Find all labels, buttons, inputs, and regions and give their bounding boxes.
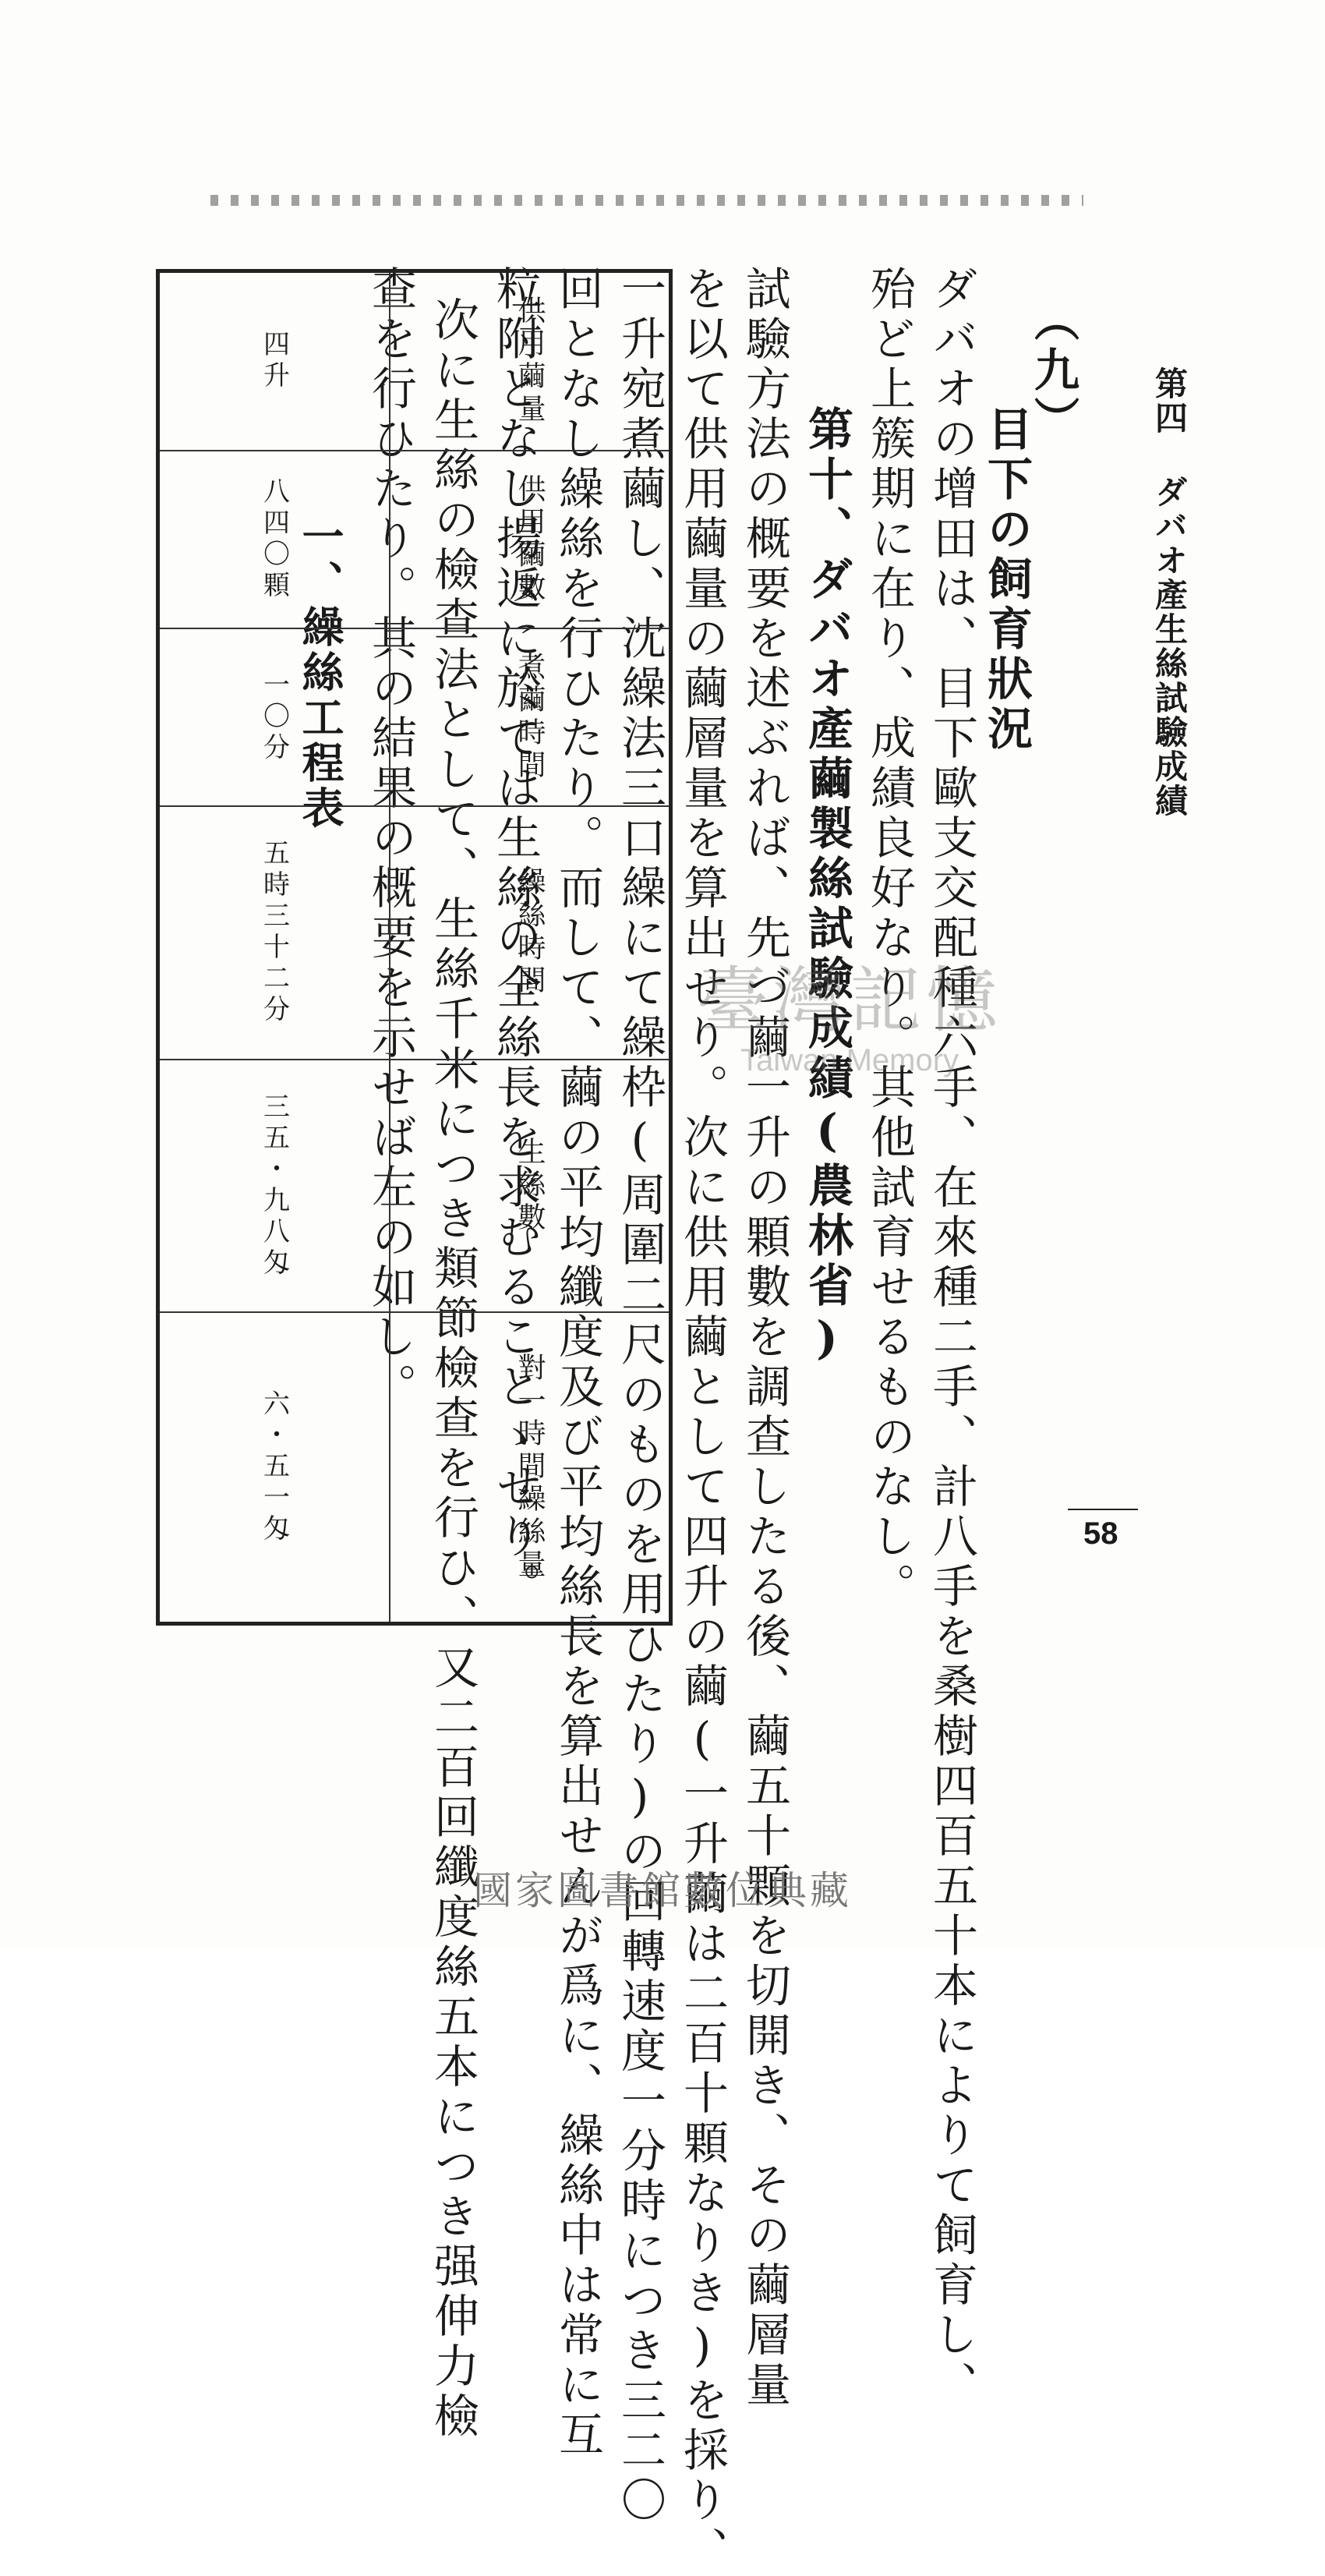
section-10-line-3: 一升宛煮繭し、沈繰法三口繰にて繰枠(周圍二尺のものを用ひたり)の回轉速度一分時につき三二〇 xyxy=(613,265,666,2526)
table-row xyxy=(158,271,671,451)
table-cell-value: 六・五一匁 xyxy=(158,1312,390,1623)
section-9-label: （九） xyxy=(1026,296,1079,446)
table-row xyxy=(158,806,671,1060)
table-row xyxy=(158,1060,671,1313)
table-header-cell: 對一時間繰絲量 xyxy=(390,1312,671,1623)
table-header-cell: 生絲數 xyxy=(390,1060,671,1313)
table-row xyxy=(158,628,671,806)
section-10-heading: 第十、ダバオ產繭製絲試驗成績(農林省) xyxy=(800,405,853,1369)
section-10-line-7: 查を行ひたり。其の結果の概要を示せば左の如し。 xyxy=(364,265,417,1413)
table-cell-value: 三五・九八匁 xyxy=(158,1060,390,1313)
running-header: 第四 ダバオ產生絲試驗成績 xyxy=(1150,366,1189,818)
watermark-title: 臺灣記憶 xyxy=(696,959,1002,1042)
table-title: 一、繰絲工程表 xyxy=(295,515,345,831)
page-number-rule xyxy=(1068,1509,1138,1510)
archive-footer: 國家圖書館數位典藏 xyxy=(473,1868,852,1913)
table-cell-value: 五時三十二分 xyxy=(158,806,390,1060)
section-9-line-2: 殆ど上簇期に在り、成績良好なり。其他試育せるものなし。 xyxy=(863,265,916,1612)
section-9-line-1: ダバオの增田は、目下歐支交配種六手、在來種二手、計八手を桑樹四百五十本によりて飼育し、 xyxy=(925,265,978,2411)
section-10-line-6: 次に生絲の檢查法として、生絲千米につき類節檢查を行ひ、又二百回纖度絲五本につき强伸力檢 xyxy=(426,296,479,2442)
table-row xyxy=(158,451,671,628)
table-header-cell: 供用繭數 xyxy=(390,451,671,628)
section-10-line-1: 試驗方法の概要を述ぶれば、先づ繭一升の顆數を調查したる後、繭五十顆を切開き、その繭層量 xyxy=(738,265,791,2411)
table-header-cell: 供用繭量 xyxy=(390,271,671,451)
section-10-line-4: 回となし繰絲を行ひたり。而して、繭の平均纖度及び平均絲長を算出せんが爲に、繰絲中は常に互 xyxy=(551,265,604,2461)
bleed-through-dots xyxy=(210,195,1083,206)
section-10-line-5: 粒附となし揚返に於ては生絲の全絲長を求むることゝせり。 xyxy=(489,265,542,1612)
section-9-heading: 目下の飼育狀況 xyxy=(980,405,1033,755)
table-cell-value: 八四〇顆 xyxy=(158,451,390,628)
table-header-cell: 繰絲時間 xyxy=(390,806,671,1060)
watermark-subtitle: Taiwan Memory xyxy=(740,1043,959,1077)
table-header-cell: 煮繭時間 xyxy=(390,628,671,806)
table-cell-value: 一〇分 xyxy=(158,628,390,806)
reeling-process-table xyxy=(156,269,673,1626)
table-cell-value: 四升 xyxy=(158,271,390,451)
page-number: 58 xyxy=(1083,1516,1118,1551)
section-10-line-2: を以て供用繭量の繭層量を算出せり。次に供用繭として四升の繭(一升繭は二百十顆なりき)を採り、 xyxy=(676,265,729,2576)
table-row xyxy=(158,1312,671,1623)
